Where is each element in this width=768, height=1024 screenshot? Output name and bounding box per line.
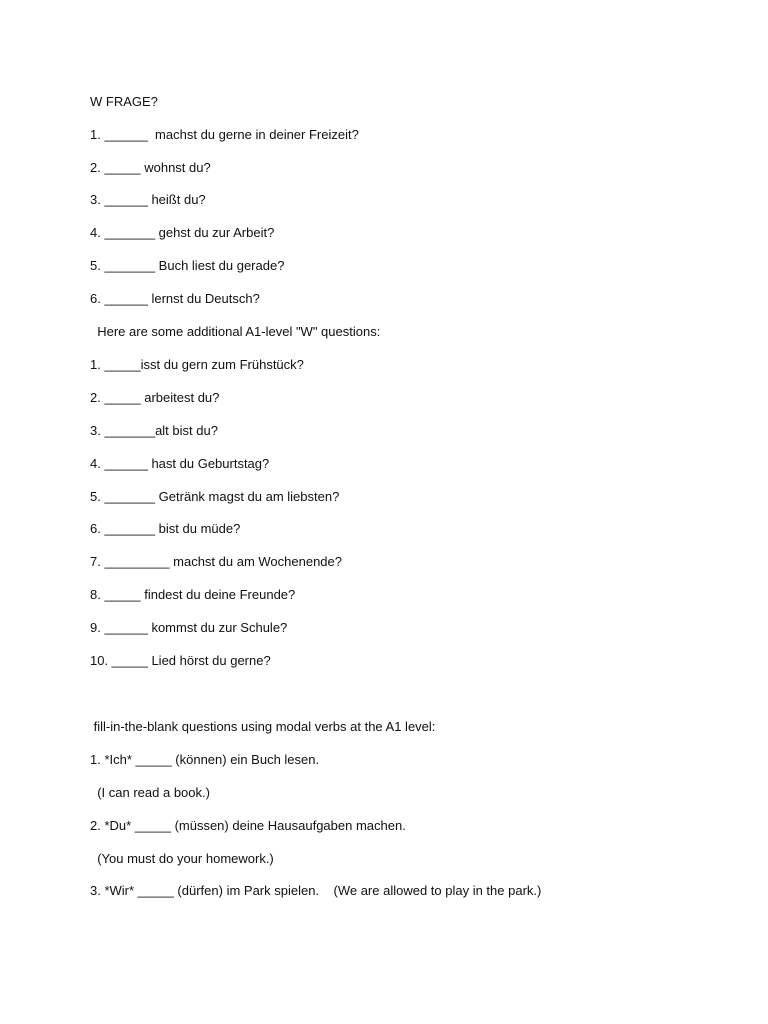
question-line: 1. ______ machst du gerne in deiner Freizeit? <box>90 127 359 142</box>
question-line: 3. _______alt bist du? <box>90 423 218 438</box>
question-line: 10. _____ Lied hörst du gerne? <box>90 653 271 668</box>
translation-line: (I can read a book.) <box>90 785 210 800</box>
question-line: 1. _____isst du gern zum Frühstück? <box>90 357 304 372</box>
section-intro: fill-in-the-blank questions using modal verbs at the A1 level: <box>90 719 436 734</box>
question-line: 2. _____ arbeitest du? <box>90 390 220 405</box>
question-line: 4. _______ gehst du zur Arbeit? <box>90 225 275 240</box>
heading: W FRAGE? <box>90 94 158 109</box>
question-line: 6. _______ bist du müde? <box>90 521 241 536</box>
question-line: 5. _______ Buch liest du gerade? <box>90 258 285 273</box>
question-line: 9. ______ kommst du zur Schule? <box>90 620 288 635</box>
modal-question-line: 3. *Wir* _____ (dürfen) im Park spielen. (We are allowed to play in the park.) <box>90 883 542 898</box>
question-line: 4. ______ hast du Geburtstag? <box>90 456 270 471</box>
question-line: 3. ______ heißt du? <box>90 192 206 207</box>
question-line: 6. ______ lernst du Deutsch? <box>90 291 260 306</box>
modal-question-line: 2. *Du* _____ (müssen) deine Hausaufgaben machen. <box>90 818 406 833</box>
translation-line: (You must do your homework.) <box>90 851 274 866</box>
section-intro: Here are some additional A1-level "W" questions: <box>90 324 381 339</box>
question-line: 2. _____ wohnst du? <box>90 160 211 175</box>
modal-question-line: 1. *Ich* _____ (können) ein Buch lesen. <box>90 752 320 767</box>
question-line: 7. _________ machst du am Wochenende? <box>90 554 342 569</box>
question-line: 5. _______ Getränk magst du am liebsten? <box>90 489 340 504</box>
question-line: 8. _____ findest du deine Freunde? <box>90 587 296 602</box>
